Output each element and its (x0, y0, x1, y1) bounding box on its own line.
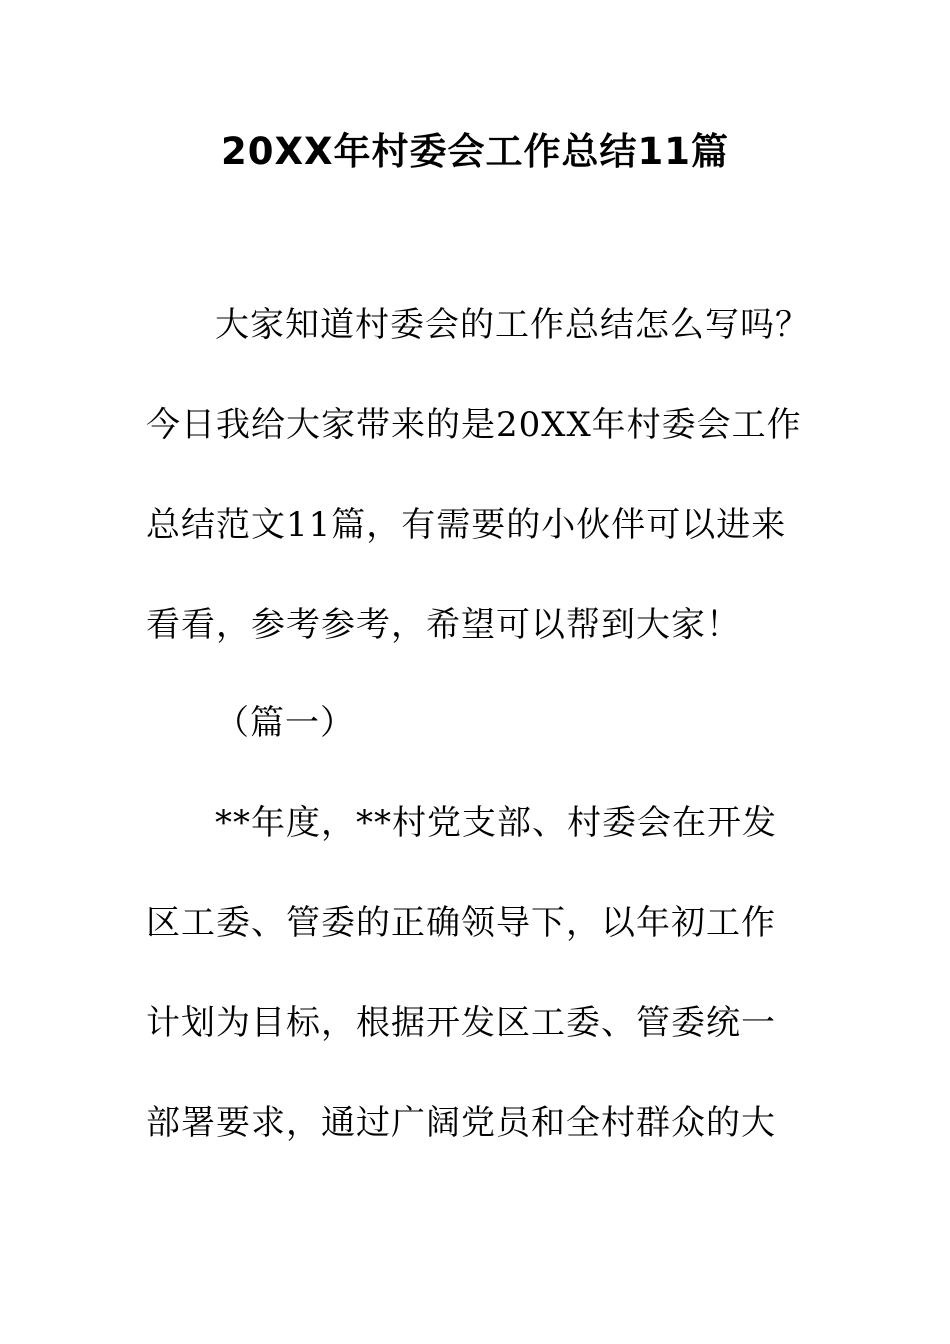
body-line-1: **年度，**村党支部、村委会在开发 (215, 803, 777, 843)
intro-line-3: 总结范文11篇，有需要的小伙伴可以进来 (146, 505, 787, 545)
document-title: 20XX年村委会工作总结11篇 (220, 130, 730, 173)
section-heading: （篇一） (215, 703, 355, 743)
intro-line-1: 大家知道村委会的工作总结怎么写吗？ (215, 305, 810, 345)
body-line-4: 部署要求，通过广阔党员和全村群众的大 (146, 1103, 776, 1143)
body-line-2: 区工委、管委的正确领导下，以年初工作 (146, 903, 776, 943)
intro-line-4: 看看，参考参考，希望可以帮到大家！ (146, 605, 741, 645)
intro-line-2: 今日我给大家带来的是20XX年村委会工作 (146, 405, 802, 445)
body-line-3: 计划为目标，根据开发区工委、管委统一 (146, 1003, 776, 1043)
